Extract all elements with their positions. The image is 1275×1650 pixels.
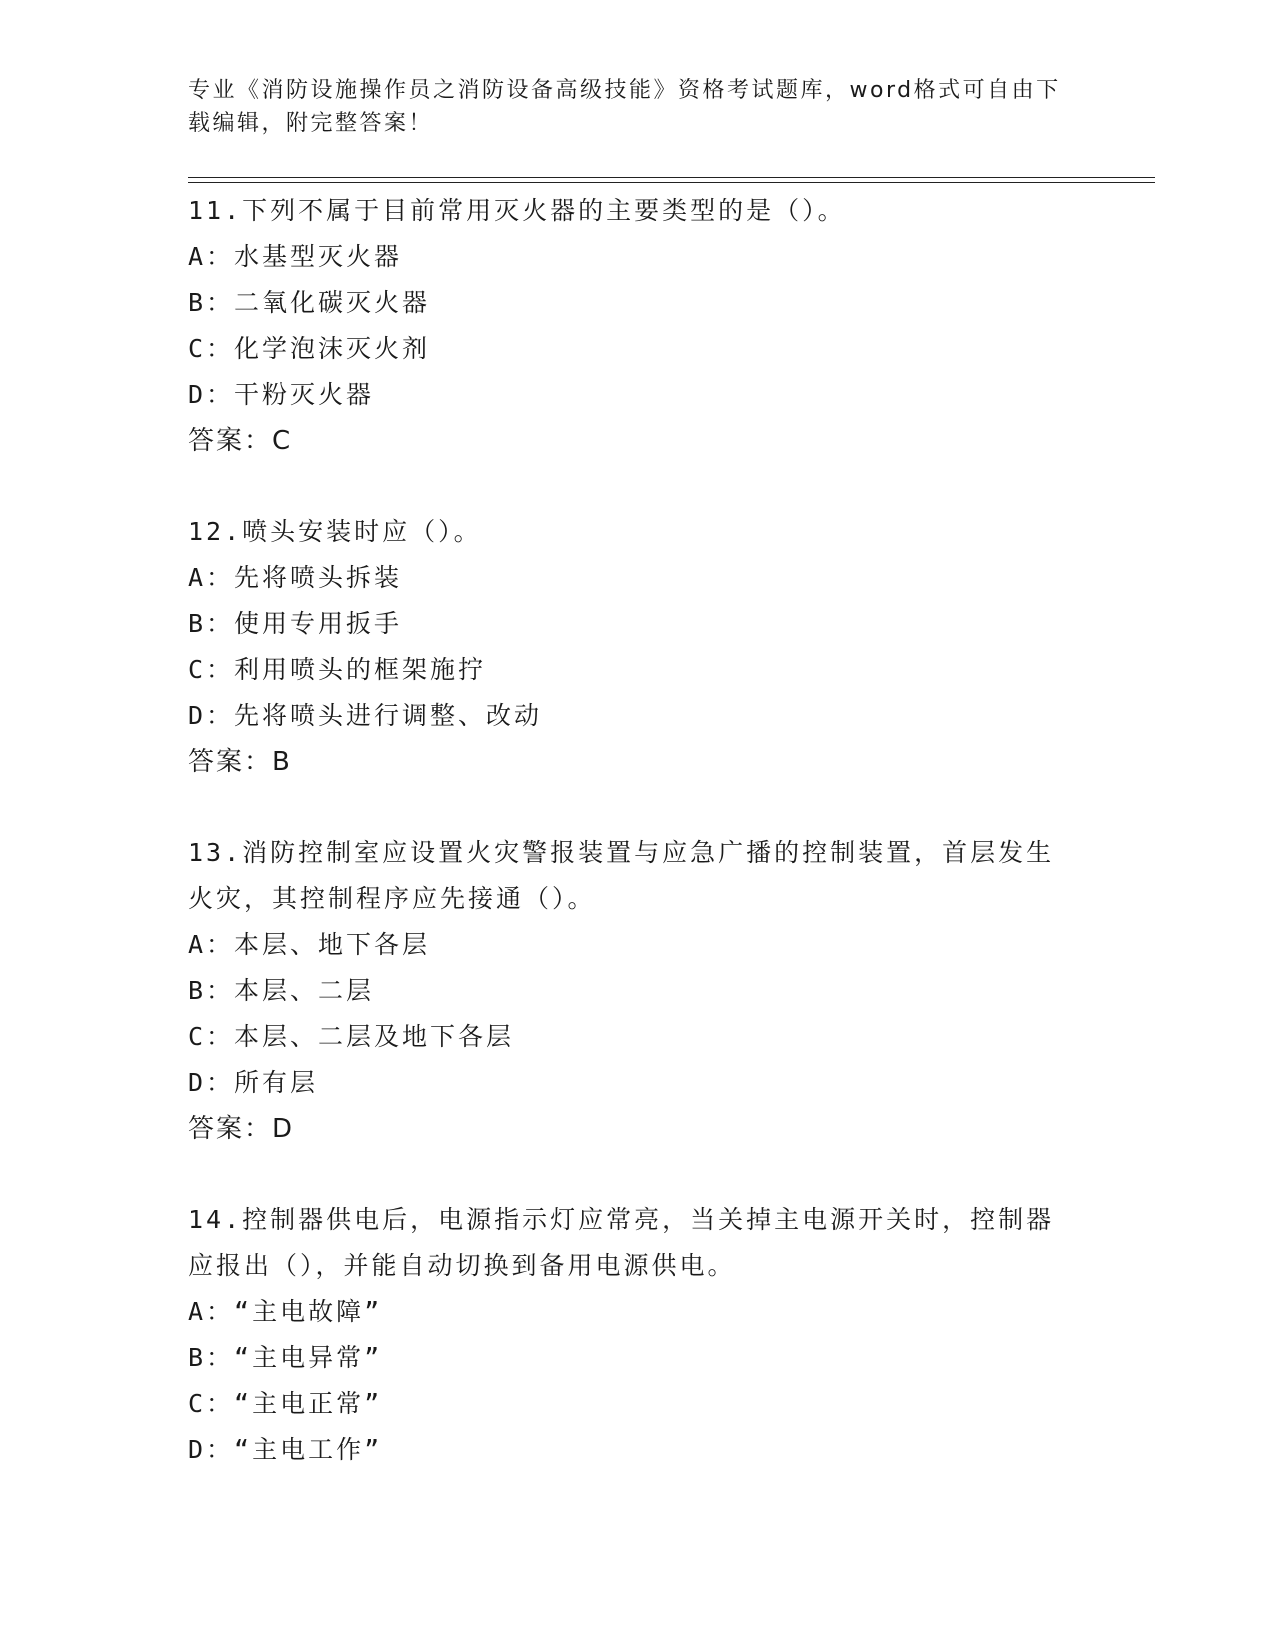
option-c: C：本层、二层及地下各层 [188, 1022, 515, 1051]
answer-line: 答案：C [188, 426, 293, 456]
question-stem: 12.喷头安装时应（）。 [188, 517, 482, 546]
option-a: A：本层、地下各层 [188, 930, 431, 959]
answer-line: 答案：D [188, 1114, 295, 1144]
question-stem: 11.下列不属于目前常用灭火器的主要类型的是（）。 [188, 196, 846, 225]
option-a: A：先将喷头拆装 [188, 563, 403, 592]
header-divider-top [188, 177, 1155, 178]
question-12 [188, 509, 1088, 785]
option-a: A：水基型灭火器 [188, 242, 403, 271]
option-d: D：干粉灭火器 [188, 380, 375, 409]
option-d: D：“主电工作” [188, 1435, 383, 1464]
document-header: 专业《消防设施操作员之消防设备高级技能》资格考试题库，word格式可自由下载编辑，附完整答案！ [188, 78, 1061, 136]
question-stem: 14.控制器供电后，电源指示灯应常亮，当关掉主电源开关时，控制器应报出（），并能自动切换到备用电源供电。 [188, 1205, 1055, 1280]
question-14 [188, 1197, 1088, 1473]
question-11 [188, 188, 1088, 464]
option-d: D：所有层 [188, 1068, 319, 1097]
option-b: B：“主电异常” [188, 1343, 383, 1372]
option-b: B：二氧化碳灭火器 [188, 288, 431, 317]
question-13 [188, 830, 1088, 1152]
question-spacer [188, 1152, 1088, 1197]
answer-line: 答案：B [188, 747, 292, 777]
option-b: B：使用专用扳手 [188, 609, 403, 638]
question-spacer [188, 785, 1088, 830]
question-stem: 13.消防控制室应设置火灾警报装置与应急广播的控制装置，首层发生火灾，其控制程序应先接通（）。 [188, 838, 1055, 913]
option-c: C：“主电正常” [188, 1389, 383, 1418]
question-spacer [188, 464, 1088, 509]
option-c: C：化学泡沫灭火剂 [188, 334, 431, 363]
option-c: C：利用喷头的框架施拧 [188, 655, 487, 684]
question-list [188, 188, 1088, 1473]
option-a: A：“主电故障” [188, 1297, 383, 1326]
option-d: D：先将喷头进行调整、改动 [188, 701, 543, 730]
header-divider-bottom [188, 182, 1155, 183]
option-b: B：本层、二层 [188, 976, 375, 1005]
